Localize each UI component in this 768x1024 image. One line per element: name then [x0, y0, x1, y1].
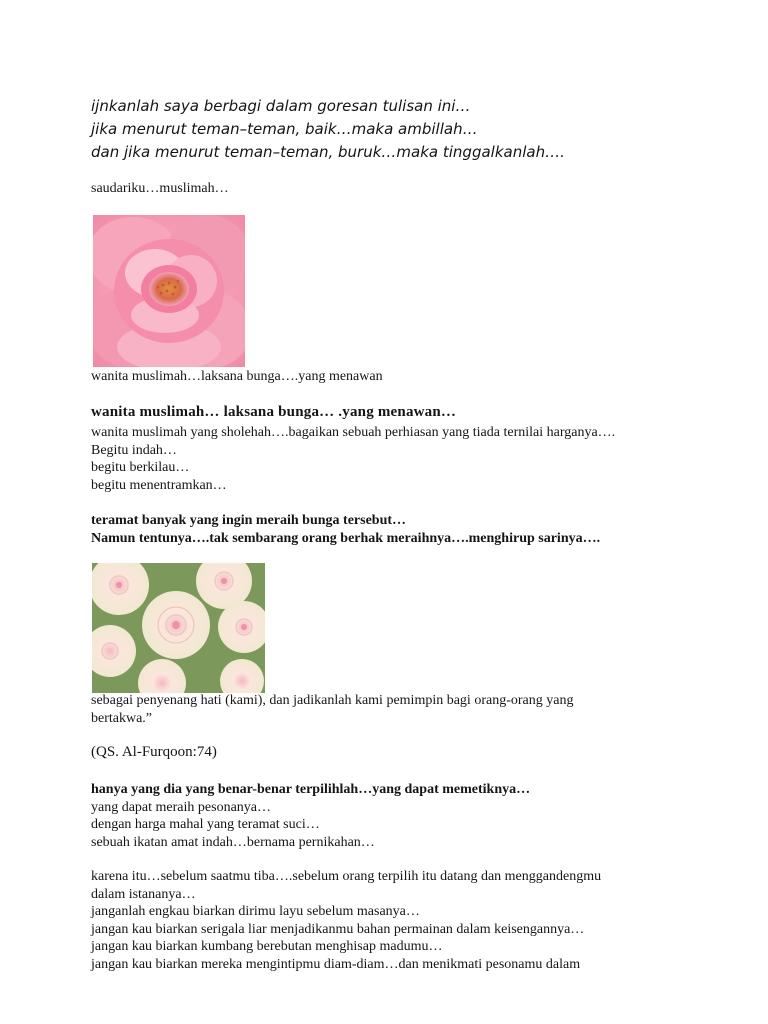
quran-reference: (QS. Al-Furqoon:74): [91, 744, 217, 760]
intro-line-3: dan jika menurut teman–teman, buruk…maka tinggalkanlah….: [91, 143, 565, 161]
para3-line-5: jangan kau biarkan kumbang berebutan menghisap madumu…: [91, 939, 443, 954]
bold-line-1: teramat banyak yang ingin meraih bunga tersebut…: [91, 513, 407, 528]
pink-rose-image: [93, 215, 245, 367]
para2-line-2: dengan harga mahal yang teramat suci…: [91, 817, 320, 832]
para1-line-2: Begitu indah…: [91, 442, 177, 458]
quote-line-2: bertakwa.”: [91, 711, 153, 726]
para2-line-3: sebuah ikatan amat indah…bernama pernikahan…: [91, 834, 375, 850]
section-heading: wanita muslimah… laksana bunga… .yang menawan…: [91, 404, 457, 420]
intro-line-1: ijnkanlah saya berbagi dalam goresan tulisan ini…: [91, 97, 471, 115]
para3-line-4: jangan kau biarkan serigala liar menjadikanmu bahan permainan dalam keisengannya…: [91, 921, 585, 937]
para3-line-2: dalam istananya…: [91, 886, 196, 902]
para3-line-6: jangan kau biarkan mereka mengintipmu diam-diam…dan menikmati pesonamu dalam: [91, 956, 581, 972]
intro-line-2: jika menurut teman–teman, baik…maka ambillah…: [91, 120, 478, 138]
white-roses-image: [92, 563, 265, 693]
para3-line-1: karena itu…sebelum saatmu tiba….sebelum orang terpilih itu datang dan menggandengmu: [91, 869, 602, 884]
bold-line-3: hanya yang dia yang benar-benar terpilihlah…yang dapat memetiknya…: [91, 782, 531, 797]
para3-line-3: janganlah engkau biarkan dirimu layu sebelum masanya…: [91, 904, 420, 919]
bold-line-2: Namun tentunya….tak sembarang orang berhak meraihnya….menghirup sarinya….: [91, 531, 601, 546]
para1-line-3: begitu berkilau…: [91, 460, 190, 475]
quote-line-1: sebagai penyenang hati (kami), dan jadikanlah kami pemimpin bagi orang-orang yang: [91, 693, 574, 708]
image-caption: wanita muslimah…laksana bunga….yang menawan: [91, 369, 383, 384]
para2-line-1: yang dapat meraih pesonanya…: [91, 799, 271, 815]
para1-line-1: wanita muslimah yang sholehah….bagaikan sebuah perhiasan yang tiada ternilai harganya….: [91, 425, 616, 440]
para1-line-4: begitu menentramkan…: [91, 477, 227, 493]
intro-block: [91, 95, 731, 164]
greeting-text: saudariku…muslimah…: [91, 181, 229, 196]
